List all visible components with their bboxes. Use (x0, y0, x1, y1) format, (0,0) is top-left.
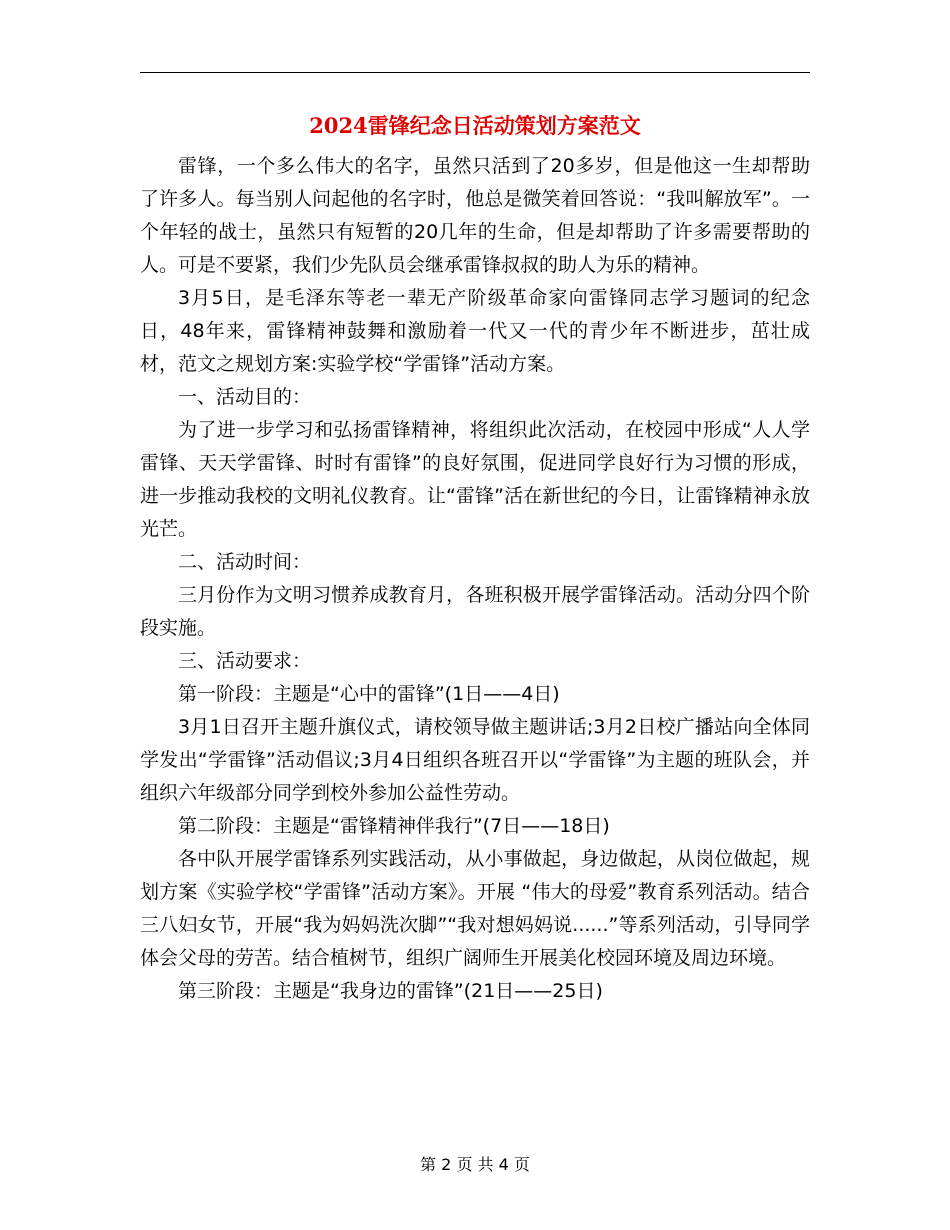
body-paragraph: 3月5日，是毛泽东等老一辈无产阶级革命家向雷锋同志学习题词的纪念日，48年来，雷锋精神鼓舞和激励着一代又一代的青少年不断进步，茁壮成材，范文之规划方案:实验学校“学雷锋”活动方案。 (140, 287, 810, 375)
header-rule (140, 72, 810, 73)
body-paragraph: 三月份作为文明习惯养成教育月，各班积极开展学雷锋活动。活动分四个阶段实施。 (140, 584, 810, 639)
section-heading-purpose: 一、活动目的： (178, 386, 312, 408)
stage-three-heading: 第三阶段：主题是“我身边的雷锋”(21日——25日) (178, 980, 603, 1002)
body-paragraph: 雷锋，一个多么伟大的名字，虽然只活到了20多岁，但是他这一生却帮助了许多人。每当别人问起他的名字时，他总是微笑着回答说：“我叫解放军”。一个年轻的战士，虽然只有短暂的20几年的生命，但是却帮助了许多需要帮助的人。可是不要紧，我们少先队员会继承雷锋叔叔的助人为乐的精神。 (140, 155, 810, 276)
section-heading-time: 二、活动时间： (178, 551, 312, 573)
stage-one-heading: 第一阶段：主题是“心中的雷锋”(1日——4日) (178, 683, 560, 705)
section-heading-requirements: 三、活动要求： (178, 650, 312, 672)
body-paragraph: 各中队开展学雷锋系列实践活动，从小事做起，身边做起，从岗位做起，规划方案《实验学校“学雷锋”活动方案》。开展 “伟大的母爱”教育系列活动。结合三八妇女节，开展“我为妈妈洗次脚”“我对想妈妈说......”等系列活动，引导同学体会父母的劳苦。结合植树节，组织广阔师生开展美化校园环境及周边环境。 (140, 848, 810, 969)
body-paragraph: 3月1日召开主题升旗仪式，请校领导做主题讲话;3月2日校广播站向全体同学发出“学雷锋”活动倡议;3月4日组织各班召开以“学雷锋”为主题的班队会，并组织六年级部分同学到校外参加公益性劳动。 (140, 716, 810, 804)
page-number-footer: 第 2 页 共 4 页 (420, 1155, 530, 1174)
document-body (140, 150, 810, 1008)
body-paragraph: 为了进一步学习和弘扬雷锋精神，将组织此次活动，在校园中形成“人人学雷锋、天天学雷锋、时时有雷锋”的良好氛围，促进同学良好行为习惯的形成，进一步推动我校的文明礼仪教育。让“雷锋”活在新世纪的今日，让雷锋精神永放光芒。 (140, 419, 810, 540)
document-title: 2024雷锋纪念日活动策划方案范文 (309, 113, 641, 138)
stage-two-heading: 第二阶段：主题是“雷锋精神伴我行”(7日——18日) (178, 815, 610, 837)
